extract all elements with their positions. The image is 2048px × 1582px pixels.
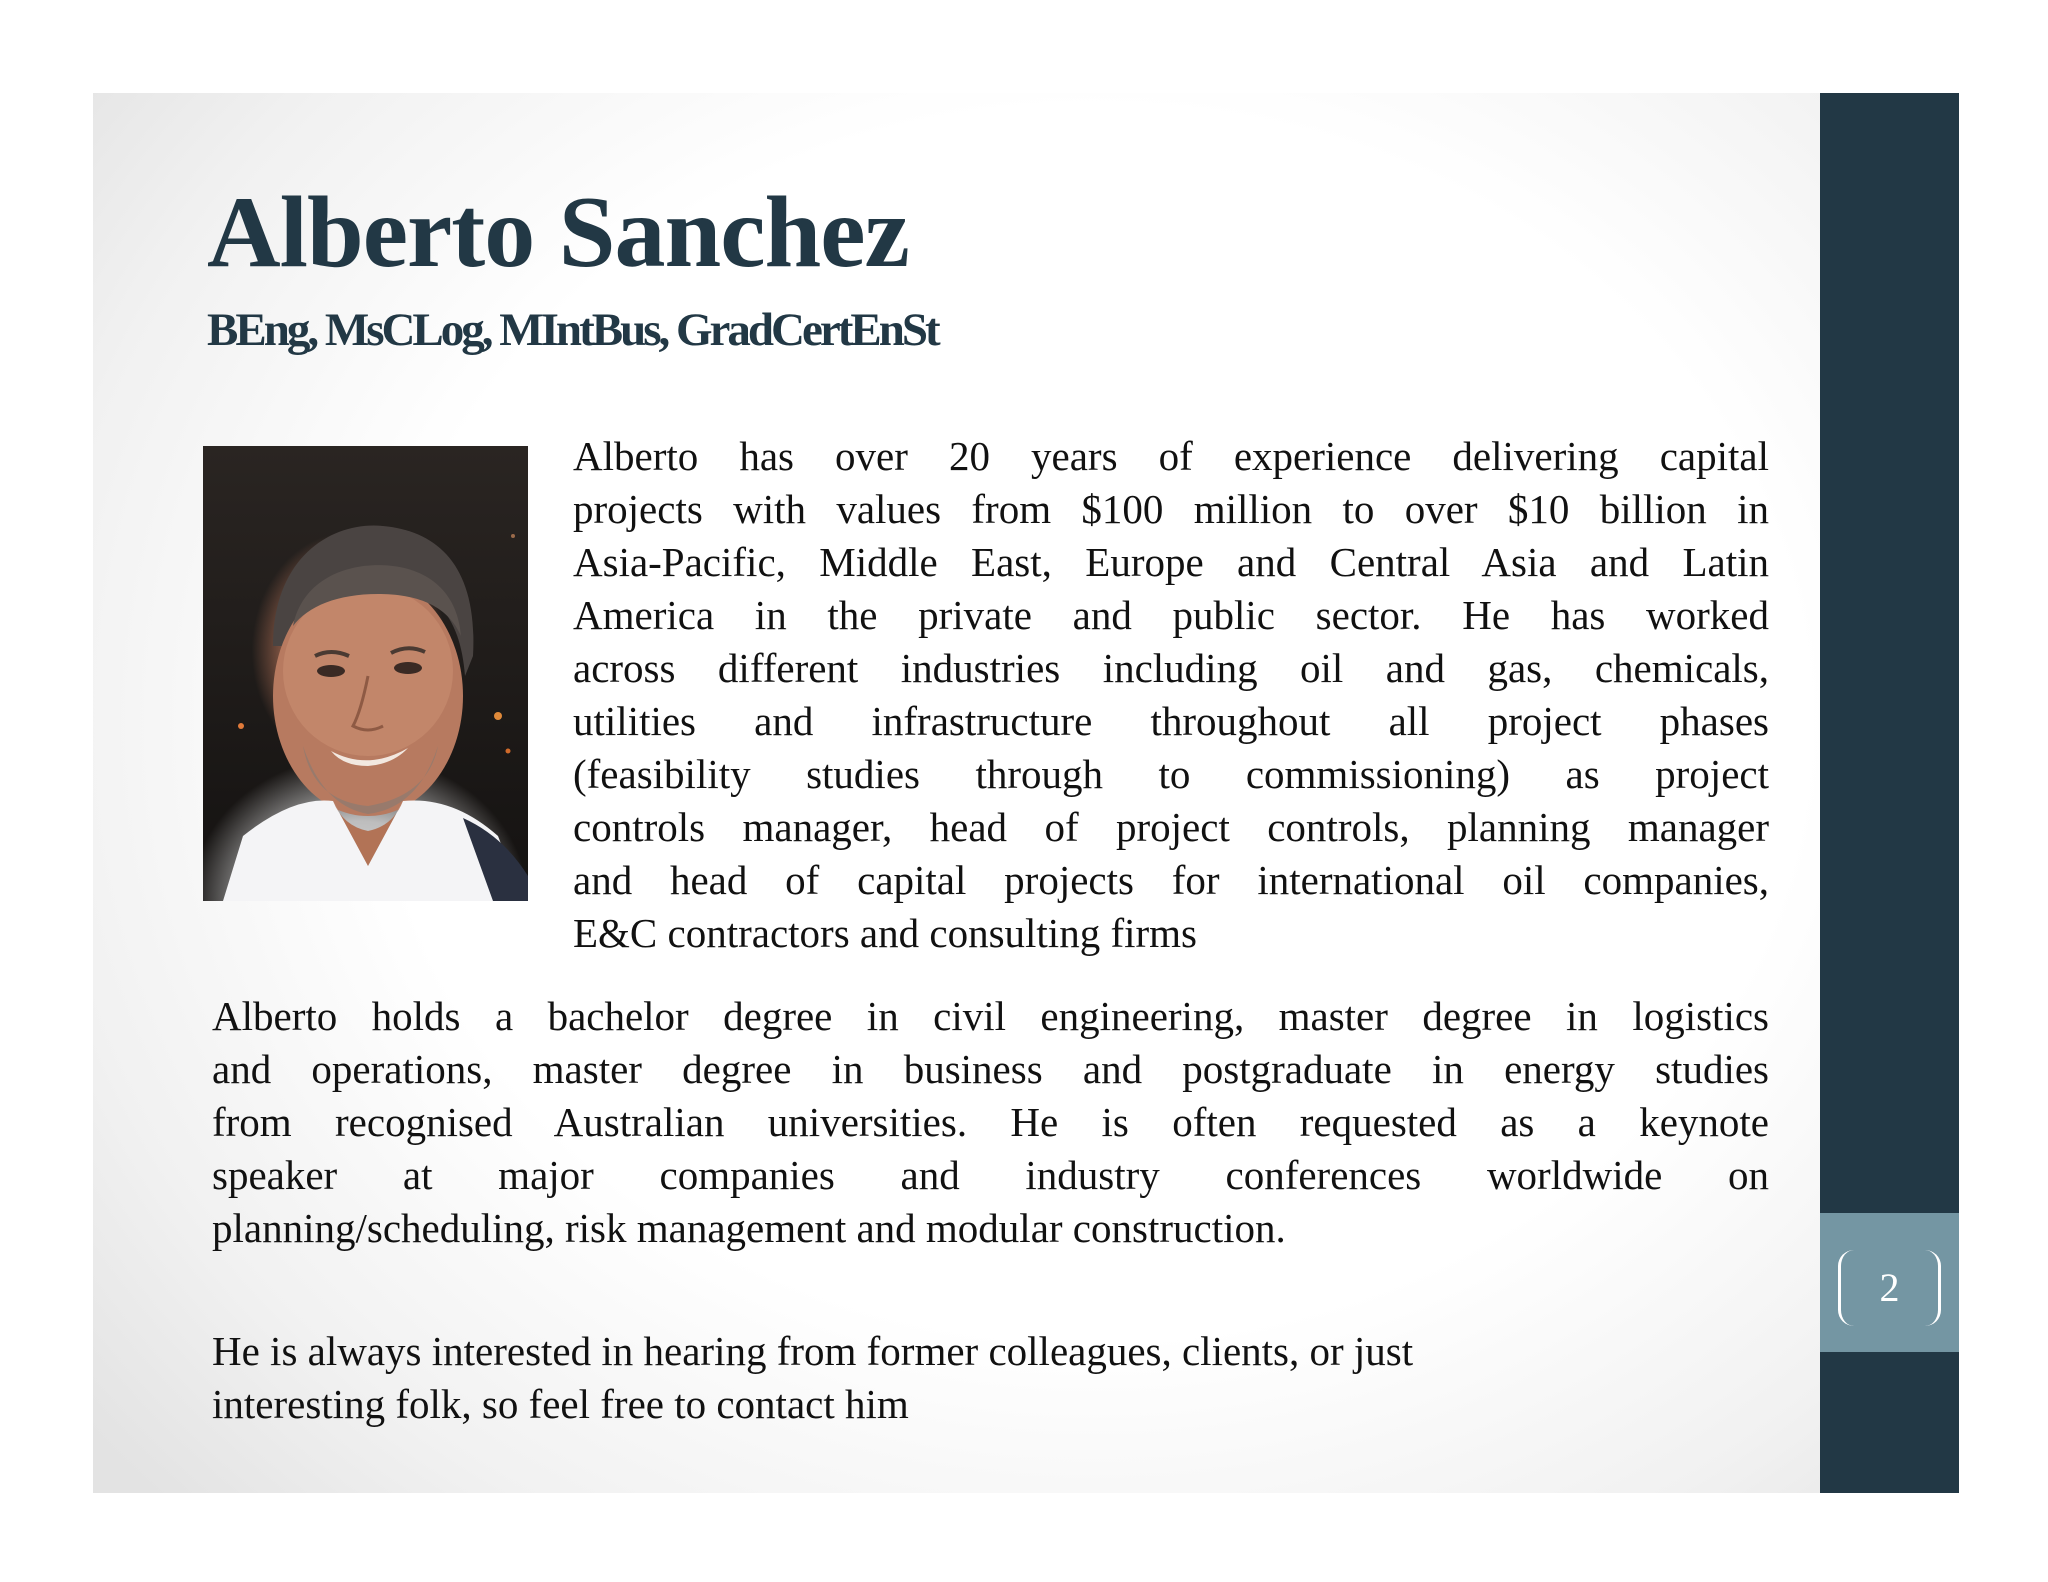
- contact-line: interesting folk, so feel free to contact him: [212, 1381, 909, 1427]
- bio-intro-line: America in the private and public sector. He has worked: [573, 592, 1769, 638]
- bio-intro-line: and head of capital projects for international oil companies,: [573, 857, 1769, 903]
- contact-paragraph: [212, 1325, 1769, 1431]
- bio-education-line: speaker at major companies and industry conferences worldwide on: [212, 1152, 1769, 1198]
- bio-intro-line: controls manager, head of project controls, planning manager: [573, 804, 1769, 850]
- contact-line: He is always interested in hearing from former colleagues, clients, or just: [212, 1328, 1414, 1374]
- bio-intro-paragraph: [573, 430, 1769, 960]
- portrait-photo: [203, 446, 528, 901]
- bio-education-paragraph: [212, 990, 1769, 1255]
- bio-education-line: planning/scheduling, risk management and modular construction.: [212, 1205, 1286, 1251]
- bio-intro-line: E&C contractors and consulting firms: [573, 910, 1197, 956]
- bio-intro-line: (feasibility studies through to commissioning) as project: [573, 751, 1769, 797]
- page-number: 2: [1838, 1250, 1941, 1326]
- bio-intro-line: Alberto has over 20 years of experience delivering capital: [573, 433, 1769, 479]
- bio-intro-line: projects with values from $100 million to over $10 billion in: [573, 486, 1769, 532]
- bio-intro-line: Asia-Pacific, Middle East, Europe and Central Asia and Latin: [573, 539, 1769, 585]
- bio-education-line: Alberto holds a bachelor degree in civil engineering, master degree in logistics: [212, 993, 1769, 1039]
- bio-intro-line: across different industries including oil and gas, chemicals,: [573, 645, 1769, 691]
- page-title: Alberto Sanchez: [207, 176, 909, 289]
- bio-intro-line: utilities and infrastructure throughout all project phases: [573, 698, 1769, 744]
- portrait-illustration: [203, 446, 528, 901]
- bio-education-line: from recognised Australian universities. He is often requested as a keynote: [212, 1099, 1769, 1145]
- credentials-subtitle: BEng, MsCLog, MIntBus, GradCertEnSt: [207, 304, 938, 356]
- bio-education-line: and operations, master degree in business and postgraduate in energy studies: [212, 1046, 1769, 1092]
